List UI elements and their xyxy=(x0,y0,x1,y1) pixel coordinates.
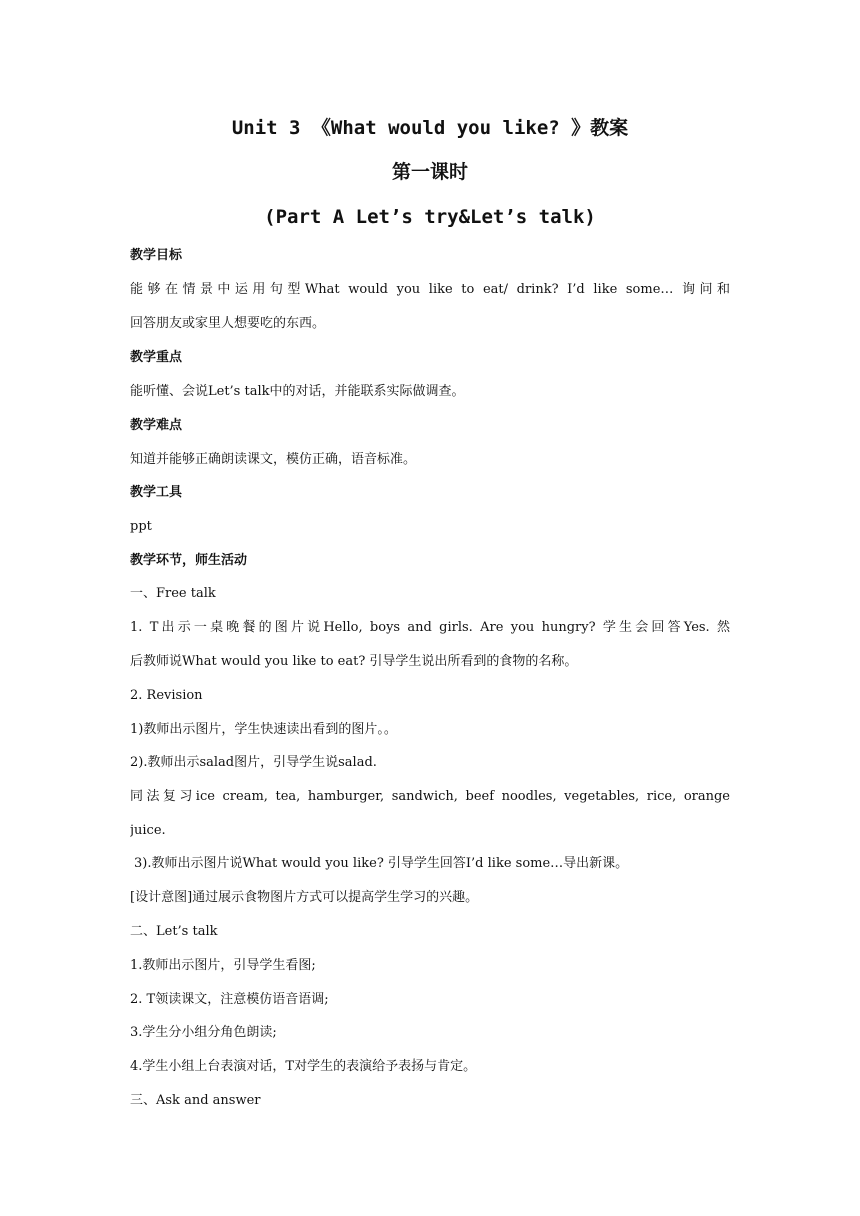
step-2-1: 1.教师出示图片，引导学生看图; xyxy=(130,958,316,973)
steps-heading: 教学环节，师生活动 xyxy=(130,553,248,568)
goal-text-line-1: 能够在情景中运用句型What would you like to eat/ drink? I’d like some… 询问和 xyxy=(130,282,730,297)
step-2-2: 2. T领读课文，注意模仿语音语调; xyxy=(130,992,329,1007)
step-1-2-c-line-2: juice. xyxy=(130,823,166,838)
step-2-4: 4.学生小组上台表演对话，T对学生的表演给予表扬与肯定。 xyxy=(130,1059,477,1074)
document-title: Unit 3 《What would you like? 》教案 xyxy=(231,117,629,139)
tools-heading: 教学工具 xyxy=(130,485,183,500)
step-2-title: 二、Let’s talk xyxy=(130,924,218,939)
difficult-text: 知道并能够正确朗读课文，模仿正确，语音标准。 xyxy=(130,452,417,467)
part-subtitle: (Part A Let’s try&Let’s talk) xyxy=(264,206,596,228)
step-1-design-intent: [设计意图]通过展示食物图片方式可以提高学生学习的兴趣。 xyxy=(130,890,479,905)
step-1-2-c-line-1: 同法复习ice cream, tea, hamburger, sandwich, beef noodles, vegetables, rice, orange xyxy=(130,789,730,804)
difficult-heading: 教学难点 xyxy=(130,418,183,433)
step-1-1-line-2: 后教师说What would you like to eat? 引导学生说出所看到的食物的名称。 xyxy=(130,654,578,669)
step-1-2: 2. Revision xyxy=(130,688,203,703)
step-1-2-b: 2).教师出示salad图片，引导学生说salad. xyxy=(130,755,377,770)
key-heading: 教学重点 xyxy=(130,350,183,365)
goal-heading: 教学目标 xyxy=(130,248,183,263)
step-3-title: 三、Ask and answer xyxy=(130,1093,261,1108)
key-text: 能听懂、会说Let’s talk中的对话，并能联系实际做调查。 xyxy=(130,384,465,399)
step-1-2-d: 3).教师出示图片说What would you like? 引导学生回答I’d like some…导出新课。 xyxy=(134,856,629,871)
step-2-3: 3.学生分小组分角色朗读; xyxy=(130,1025,277,1040)
step-1-2-a: 1)教师出示图片，学生快速读出看到的图片。。 xyxy=(130,722,397,737)
lesson-subtitle: 第一课时 xyxy=(391,161,468,183)
goal-text-line-2: 回答朋友或家里人想要吃的东西。 xyxy=(130,316,326,331)
step-1-title: 一、Free talk xyxy=(130,586,216,601)
tools-text: ppt xyxy=(130,519,152,534)
step-1-1-line-1: 1. T出示一桌晚餐的图片说Hello, boys and girls. Are you hungry? 学生会回答Yes. 然 xyxy=(130,620,730,635)
